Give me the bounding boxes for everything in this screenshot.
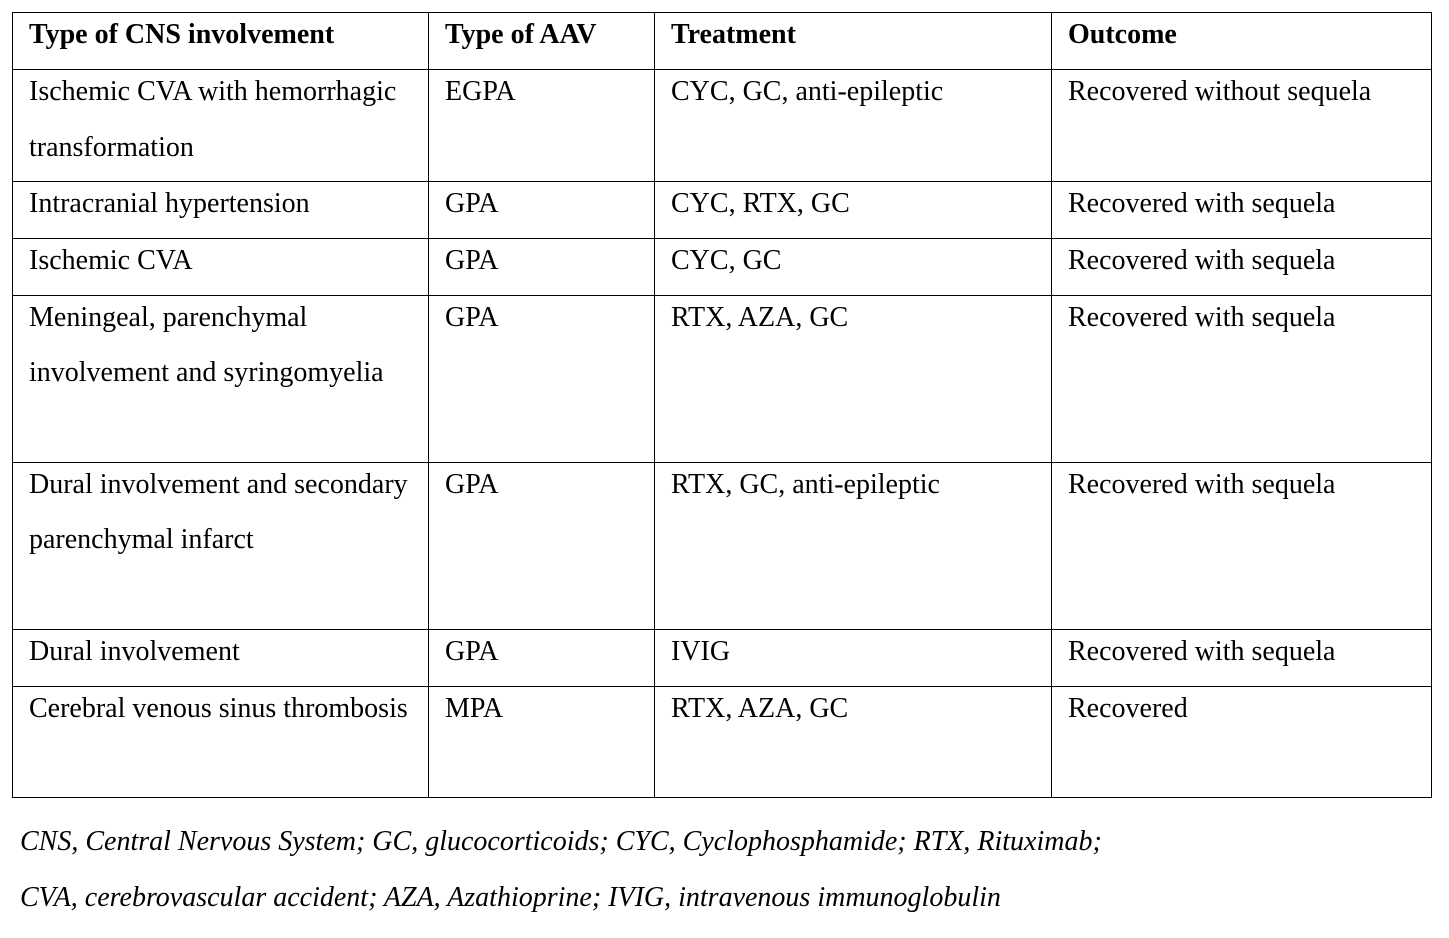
header-text: Type of AAV — [445, 19, 597, 50]
footnote-line: CVA, cerebrovascular accident; AZA, Azathioprine; IVIG, intravenous immunoglobulin — [20, 881, 1001, 913]
table-cell — [655, 462, 1052, 629]
header-cell — [1052, 13, 1432, 70]
table-cell — [429, 629, 655, 686]
cell-text: CYC, GC, anti-epileptic — [671, 76, 944, 107]
cell-text: GPA — [445, 468, 499, 500]
cell-text: RTX, GC, anti-epileptic — [671, 468, 940, 500]
table-cell — [655, 70, 1052, 182]
table-cell — [13, 182, 429, 239]
cell-text: Ischemic CVA with hemorrhagic transformation — [29, 76, 397, 163]
table-cell — [13, 462, 429, 629]
table-row — [13, 239, 1432, 296]
table-cell — [655, 629, 1052, 686]
table-cell — [1052, 295, 1432, 462]
table-cell — [429, 70, 655, 182]
table-row — [13, 182, 1432, 239]
cell-text: RTX, AZA, GC — [671, 301, 849, 333]
table-cell — [1052, 629, 1432, 686]
cell-text: CYC, GC — [671, 245, 782, 276]
cell-text: Dural involvement — [29, 635, 240, 667]
cell-text: Cerebral venous sinus thrombosis — [29, 692, 408, 724]
table-footnote — [20, 814, 1102, 925]
cell-text: RTX, AZA, GC — [671, 692, 849, 724]
header-cell — [655, 13, 1052, 70]
table-cell — [1052, 239, 1432, 296]
table-cell — [1052, 182, 1432, 239]
cns-involvement-table — [12, 12, 1432, 798]
table-cell — [13, 70, 429, 182]
footnote-line: CNS, Central Nervous System; GC, glucocorticoids; CYC, Cyclophosphamide; RTX, Rituximab; — [20, 826, 1102, 857]
cell-text: MPA — [445, 692, 504, 724]
table-cell — [13, 239, 429, 296]
cell-text: Recovered — [1068, 692, 1188, 724]
cell-text: IVIG — [671, 635, 731, 667]
cell-text: CYC, RTX, GC — [671, 188, 850, 219]
header-cell — [429, 13, 655, 70]
table-cell — [429, 182, 655, 239]
table-row — [13, 462, 1432, 629]
table-cell — [13, 295, 429, 462]
header-text: Treatment — [671, 19, 796, 50]
table-cell — [655, 182, 1052, 239]
cell-text: Recovered without sequela — [1068, 76, 1372, 107]
cell-text: Recovered with sequela — [1068, 301, 1336, 333]
table-cell — [429, 295, 655, 462]
header-text: Type of CNS involvement — [29, 19, 335, 50]
cell-text: EGPA — [445, 76, 516, 107]
table-row — [13, 686, 1432, 797]
cell-text: Recovered with sequela — [1068, 635, 1336, 667]
cell-text: Meningeal, parenchymal involvement and syringomyelia — [29, 301, 384, 388]
table-row — [13, 629, 1432, 686]
table-header-row — [13, 13, 1432, 70]
cell-text: GPA — [445, 188, 499, 219]
table-cell — [1052, 70, 1432, 182]
table-cell — [429, 686, 655, 797]
cell-text: Ischemic CVA — [29, 245, 193, 276]
table-cell — [429, 462, 655, 629]
table-cell — [655, 295, 1052, 462]
cell-text: Recovered with sequela — [1068, 468, 1336, 500]
table-cell — [1052, 686, 1432, 797]
cell-text: Recovered with sequela — [1068, 245, 1336, 276]
table-cell — [13, 629, 429, 686]
cell-text: Dural involvement and secondary parenchymal infarct — [29, 468, 408, 555]
cell-text: GPA — [445, 635, 499, 667]
table-cell — [655, 239, 1052, 296]
cell-text: Intracranial hypertension — [29, 188, 310, 219]
cell-text: GPA — [445, 301, 499, 333]
table-row — [13, 295, 1432, 462]
header-text: Outcome — [1068, 19, 1177, 50]
cell-text: Recovered with sequela — [1068, 188, 1336, 219]
table-cell — [429, 239, 655, 296]
table-cell — [655, 686, 1052, 797]
table-cell — [1052, 462, 1432, 629]
cell-text: GPA — [445, 245, 499, 276]
header-cell — [13, 13, 429, 70]
table-cell — [13, 686, 429, 797]
table-row — [13, 70, 1432, 182]
